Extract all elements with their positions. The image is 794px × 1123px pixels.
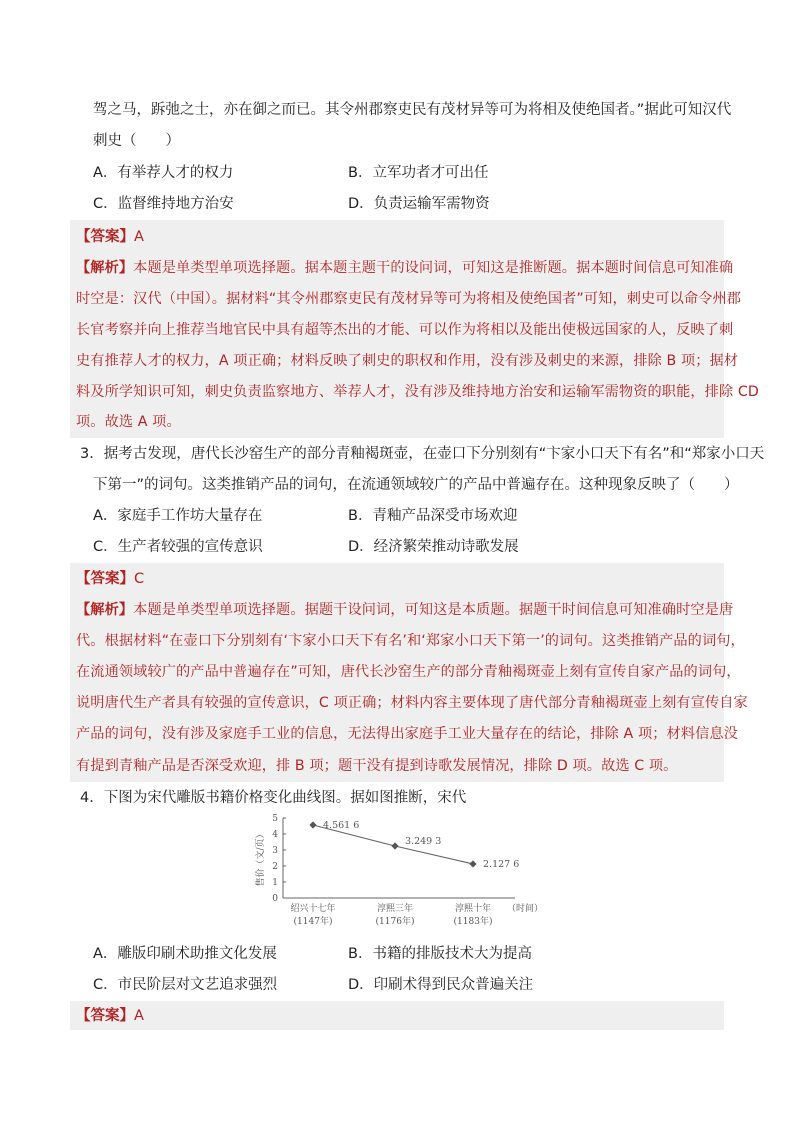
q4-answer-panel (70, 1001, 724, 1030)
data-value-label: 4.561 6 (323, 820, 360, 832)
q3-analysis-line5: 产品的词句，没有涉及家庭手工业的信息，无法得出家庭手工业大量存在的结论，排除 A 项；材料信息没 (76, 726, 738, 742)
price-line-chart (255, 812, 565, 938)
data-point-marker (469, 860, 476, 867)
x-tick-year: (1183年) (453, 917, 493, 927)
q3-option-c[interactable]: C．生产者较强的宣传意识 (93, 539, 263, 555)
q2-analysis-line6: 项。故选 A 项。 (76, 414, 181, 430)
q4-stem: 4．下图为宋代雕版书籍价格变化曲线图。据如图推断，宋代 (80, 790, 467, 806)
y-tick-label: 0 (272, 894, 278, 904)
q4-option-a[interactable]: A．雕版印刷术助推文化发展 (93, 946, 277, 962)
y-ticks (272, 814, 286, 904)
q4-option-c[interactable]: C．市民阶层对文艺追求强烈 (93, 977, 278, 993)
x-tick-label: 淳熙十年 (454, 904, 492, 914)
y-axis-label: 售价（文/页） (256, 829, 266, 887)
q2-analysis-line5: 料及所学知识可知，刺史负责监察地方、举荐人才，没有涉及维持地方治安和运输军需物资的职能，排除 CD (76, 384, 759, 400)
data-value-label: 2.127 6 (483, 858, 520, 870)
q3-stem-line2: 下第一”的词句。这类推销产品的词句，在流通领域较广的产品中普遍存在。这种现象反映了（ ） (93, 477, 739, 493)
q2-analysis-line2: 时空是：汉代（中国）。据材料“其令州郡察吏民有茂材异等可为将相及使绝国者”可知，刺史可以命令州郡 (76, 291, 742, 307)
q4-option-d[interactable]: D．印刷术得到民众普遍关注 (348, 977, 534, 993)
data-points (309, 820, 519, 870)
x-axis-label: （时间） (507, 904, 544, 914)
y-tick-label: 2 (272, 862, 278, 872)
y-tick-label: 5 (272, 814, 278, 824)
q3-option-a[interactable]: A．家庭手工作坊大量存在 (93, 508, 263, 524)
q2-option-b[interactable]: B．立军功者才可出任 (348, 165, 489, 181)
q2-stem-line2: 刺史（ ） (93, 133, 180, 149)
q2-analysis-line3: 长官考察并向上推荐当地官民中具有超等杰出的才能、可以作为将相以及能出使极远国家的人，反映了刺 (76, 322, 734, 338)
y-tick-label: 3 (272, 846, 278, 856)
q3-analysis-line1: 【解析】本题是单类型单项选择题。据题干设问词，可知这是本质题。据题干时间信息可知准确时空是唐 (76, 602, 734, 618)
x-ticks (290, 902, 492, 927)
q4-answer: 【答案】A (76, 1008, 144, 1024)
q2-option-a[interactable]: A．有举荐人才的权力 (93, 165, 234, 181)
y-tick-label: 1 (272, 878, 278, 888)
q2-stem-line1: 驾之马，跅弛之士，亦在御之而已。其令州郡察吏民有茂材异等可为将相及使绝国者。”据此可知汉代 (93, 102, 732, 118)
q3-answer: 【答案】C (76, 571, 145, 587)
q3-analysis-line2: 代。根据材料“在壶口下分别刻有‘卞家小口天下有名’和‘郑家小口天下第一’的词句。这类推销产品的词句， (76, 633, 745, 649)
q2-analysis-line1: 【解析】本题是单类型单项选择题。据本题主题干的设问词，可知这是推断题。据本题时间信息可知准确 (76, 260, 734, 276)
q3-analysis-line6: 有提到青釉产品是否深受欢迎，排 B 项；题干没有提到诗歌发展情况，排除 D 项。故选 C 项。 (76, 758, 678, 774)
q2-option-d[interactable]: D．负责运输军需物资 (348, 196, 490, 212)
q2-analysis-line4: 史有推荐人才的权力，A 项正确；材料反映了刺史的职权和作用，没有涉及刺史的来源，排除 B 项；据材 (76, 353, 739, 369)
q3-analysis-line3: 在流通领域较广的产品中普遍存在”可知，唐代长沙窑生产的部分青釉褐斑壶上刻有宣传自家产品的词句， (76, 664, 741, 680)
q2-option-c[interactable]: C．监督维持地方治安 (93, 196, 234, 212)
x-tick-label: 淳熙三年 (376, 904, 414, 914)
q3-analysis-line4: 说明唐代生产者具有较强的宣传意识，C 项正确；材料内容主要体现了唐代部分青釉褐斑壶上刻有宣传自家 (76, 695, 748, 711)
data-value-label: 3.249 3 (405, 836, 442, 848)
q4-option-b[interactable]: B．书籍的排版技术大为提高 (348, 946, 532, 962)
data-point-marker (391, 842, 398, 849)
x-tick-year: (1147年) (293, 917, 333, 927)
y-tick-label: 4 (272, 830, 278, 840)
x-tick-year: (1176年) (375, 917, 415, 927)
q2-answer: 【答案】A (76, 229, 144, 245)
x-tick-label: 绍兴十七年 (290, 904, 336, 914)
q3-option-b[interactable]: B．青釉产品深受市场欢迎 (348, 508, 518, 524)
q3-option-d[interactable]: D．经济繁荣推动诗歌发展 (348, 539, 519, 555)
data-point-marker (309, 821, 316, 828)
q3-stem-line1: 3．据考古发现，唐代长沙窑生产的部分青釉褐斑壶，在壶口下分别刻有“卞家小口天下有名”和“郑家小口天 (80, 446, 765, 462)
